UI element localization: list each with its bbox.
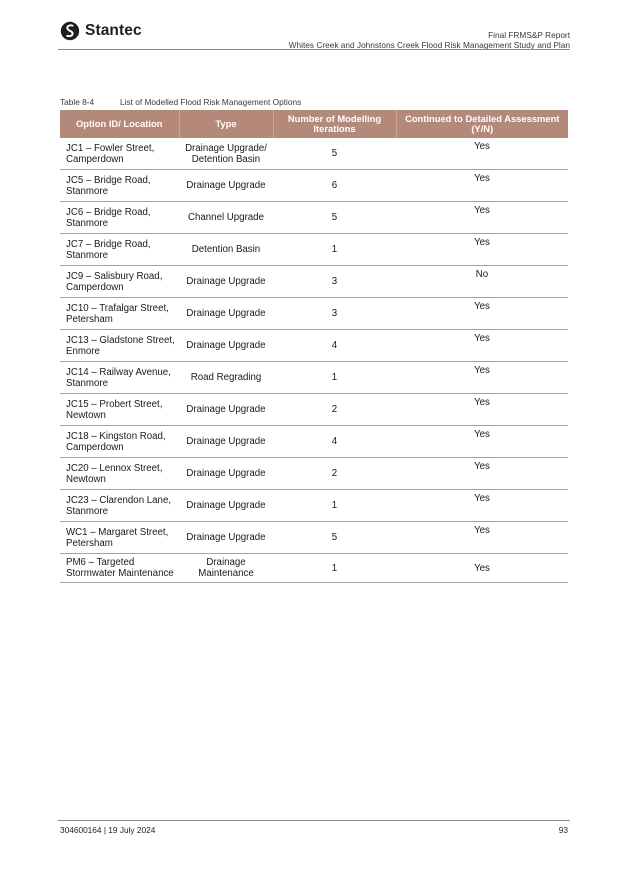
cell-iterations: 1 [273, 362, 396, 394]
cell-type: Drainage Upgrade [179, 426, 273, 458]
table-row [60, 138, 568, 170]
cell-iterations: 5 [273, 202, 396, 234]
table-row [60, 202, 568, 234]
header-divider [58, 49, 570, 50]
table-row [60, 298, 568, 330]
cell-type: Channel Upgrade [179, 202, 273, 234]
table-row [60, 170, 568, 202]
cell-location: JC18 – Kingston Road, Camperdown [60, 426, 179, 458]
cell-continued: Yes [396, 394, 568, 426]
cell-iterations: 5 [273, 138, 396, 170]
table-row [60, 394, 568, 426]
cell-continued: Yes [396, 330, 568, 362]
table-row [60, 234, 568, 266]
col-header-type: Type [179, 110, 273, 138]
table-row [60, 426, 568, 458]
table-row [60, 522, 568, 554]
cell-iterations: 2 [273, 458, 396, 490]
stantec-logo [60, 20, 142, 42]
report-title: Final FRMS&P Report [488, 30, 570, 40]
cell-type: Drainage Upgrade [179, 458, 273, 490]
options-table [60, 110, 568, 583]
logo-text: Stantec [85, 22, 142, 39]
cell-type: Drainage Upgrade [179, 266, 273, 298]
cell-location: JC6 – Bridge Road, Stanmore [60, 202, 179, 234]
cell-continued: Yes [396, 138, 568, 170]
cell-type: Detention Basin [179, 234, 273, 266]
cell-continued: Yes [396, 202, 568, 234]
cell-location: JC5 – Bridge Road, Stanmore [60, 170, 179, 202]
cell-type: Road Regrading [179, 362, 273, 394]
project-title: Whites Creek and Johnstons Creek Flood Risk Management Study and Plan [288, 40, 570, 50]
cell-type: Drainage Upgrade [179, 394, 273, 426]
cell-continued: No [396, 266, 568, 298]
cell-location: JC1 – Fowler Street, Camperdown [60, 138, 179, 170]
col-header-continued: Continued to Detailed Assessment (Y/N) [396, 110, 568, 138]
cell-location: JC20 – Lennox Street, Newtown [60, 458, 179, 490]
cell-continued: Yes [396, 522, 568, 554]
cell-iterations: 6 [273, 170, 396, 202]
cell-continued: Yes [396, 298, 568, 330]
cell-continued: Yes [396, 234, 568, 266]
table-title: List of Modelled Flood Risk Management Options [120, 97, 302, 107]
cell-type: Drainage Upgrade [179, 298, 273, 330]
table-body [60, 138, 568, 583]
footer-divider [58, 820, 570, 821]
cell-continued: Yes [396, 362, 568, 394]
cell-iterations: 1 [273, 234, 396, 266]
cell-location: JC23 – Clarendon Lane, Stanmore [60, 490, 179, 522]
cell-iterations: 2 [273, 394, 396, 426]
cell-type: Drainage Upgrade/ Detention Basin [179, 138, 273, 170]
cell-iterations: 4 [273, 426, 396, 458]
table-row [60, 458, 568, 490]
cell-iterations: 4 [273, 330, 396, 362]
cell-location: JC7 – Bridge Road, Stanmore [60, 234, 179, 266]
report-header [289, 30, 570, 50]
cell-iterations: 3 [273, 298, 396, 330]
cell-iterations: 5 [273, 522, 396, 554]
table-row [60, 330, 568, 362]
table-row [60, 490, 568, 522]
cell-location: JC9 – Salisbury Road, Camperdown [60, 266, 179, 298]
cell-location: JC10 – Trafalgar Street, Petersham [60, 298, 179, 330]
table-row [60, 554, 568, 583]
cell-location: PM6 – Targeted Stormwater Maintenance [60, 554, 179, 583]
col-header-location: Option ID/ Location [60, 110, 179, 138]
cell-continued: Yes [396, 458, 568, 490]
cell-location: JC14 – Railway Avenue, Stanmore [60, 362, 179, 394]
col-header-iterations: Number of Modelling Iterations [273, 110, 396, 138]
cell-continued: Yes [396, 170, 568, 202]
cell-location: JC13 – Gladstone Street, Enmore [60, 330, 179, 362]
table-caption [60, 97, 301, 107]
page-number: 93 [558, 825, 568, 835]
table-header-row [60, 110, 568, 138]
stantec-logo-icon [60, 20, 80, 42]
table-row [60, 362, 568, 394]
cell-continued: Yes [396, 426, 568, 458]
cell-type: Drainage Upgrade [179, 522, 273, 554]
cell-iterations: 1 [273, 490, 396, 522]
cell-continued: Yes [396, 490, 568, 522]
cell-type: Drainage Upgrade [179, 330, 273, 362]
cell-location: WC1 – Margaret Street, Petersham [60, 522, 179, 554]
document-reference: 304600164 | 19 July 2024 [60, 825, 156, 835]
cell-continued: Yes [396, 554, 568, 583]
cell-iterations: 1 [273, 554, 396, 583]
table-number: Table 8-4 [60, 97, 95, 107]
table-row [60, 266, 568, 298]
cell-type: Drainage Upgrade [179, 170, 273, 202]
cell-location: JC15 – Probert Street, Newtown [60, 394, 179, 426]
cell-type: Drainage Maintenance [179, 554, 273, 583]
cell-type: Drainage Upgrade [179, 490, 273, 522]
cell-iterations: 3 [273, 266, 396, 298]
